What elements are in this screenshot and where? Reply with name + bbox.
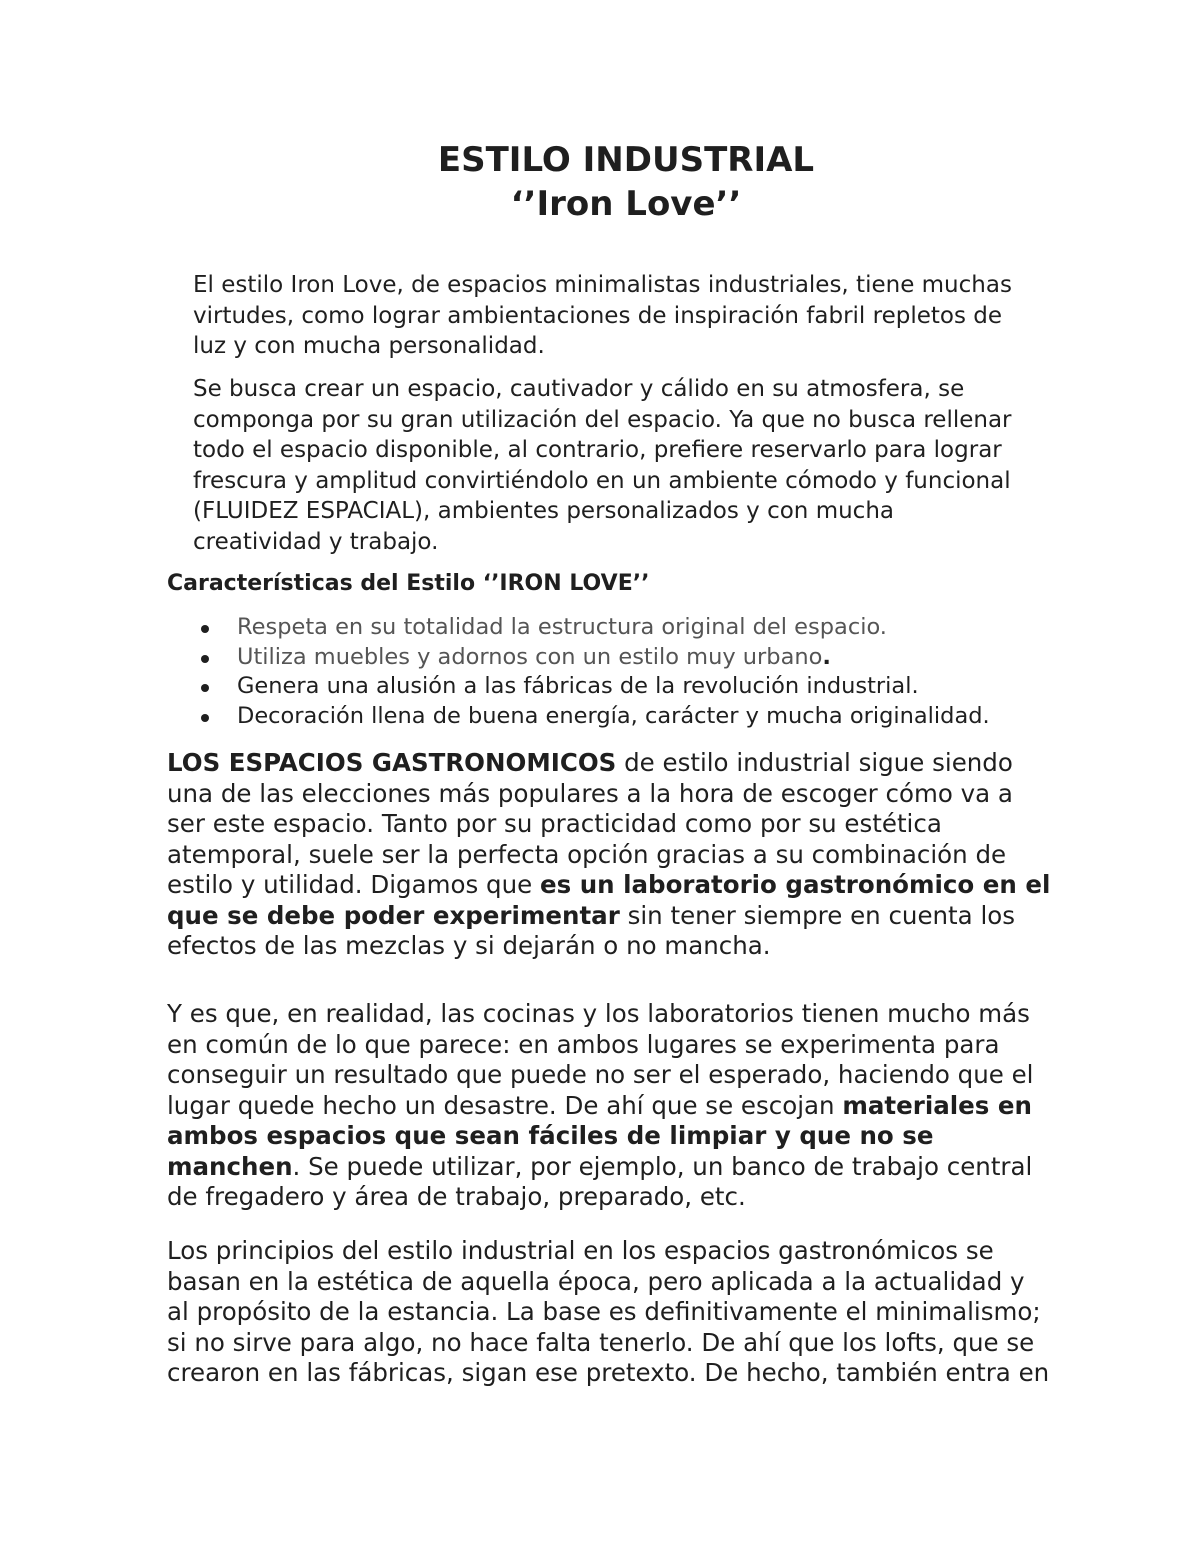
gastro-paragraph-1 [167, 748, 1107, 962]
characteristics-heading: Características del Estilo ‘’IRON LOVE’’ [167, 571, 650, 596]
text-line: efectos de las mezclas y si dejarán o no mancha. [167, 931, 771, 960]
text-line: luz y con mucha personalidad. [193, 333, 545, 359]
text-line: (FLUIDEZ ESPACIAL), ambientes personalizados y con mucha [193, 498, 894, 524]
intro-paragraph-1 [193, 270, 1053, 362]
text-line: ambos espacios que sean fáciles de limpiar y que no se [167, 1121, 934, 1150]
intro-paragraph-2 [193, 374, 1053, 557]
list-item [200, 643, 990, 673]
title-subtitle: ‘’Iron Love’’ [510, 184, 742, 224]
list-item [200, 613, 990, 643]
text-line: creatividad y trabajo. [193, 528, 439, 555]
text-line: componga por su gran utilización del espacio. Ya que no busca rellenar [193, 406, 1012, 433]
text-line: virtudes, como lograr ambientaciones de inspiración fabril repletos de [193, 302, 1003, 329]
text-span: de estilo industrial sigue siendo [616, 748, 1013, 777]
list-item [200, 702, 990, 732]
bold-phrase: manchen [167, 1151, 293, 1181]
text-line: todo el espacio disponible, al contrario, prefiere reservarlo para lograr [193, 437, 1002, 463]
bold-phrase: es un laboratorio gastronómico en el [539, 870, 1051, 899]
text-line: de fregadero y área de trabajo, preparado, etc. [167, 1182, 746, 1211]
text-line [167, 901, 1107, 932]
gastro-paragraph-2 [167, 999, 1107, 1213]
text-line: El estilo Iron Love, de espacios minimalistas industriales, tiene muchas [193, 272, 1012, 298]
list-item-period: . [822, 643, 831, 670]
title-main: ESTILO INDUSTRIAL [437, 140, 815, 180]
list-item-text: Genera una alusión a las fábricas de la revolución industrial. [237, 673, 919, 699]
document-title [0, 138, 1200, 226]
bold-phrase: que se debe poder experimentar [167, 900, 620, 930]
gastro-paragraph-3 [167, 1236, 1107, 1389]
list-item-text: Utiliza muebles y adornos con un estilo muy urbano [237, 643, 823, 670]
text-line: frescura y amplitud convirtiéndolo en un ambiente cómodo y funcional [193, 467, 1011, 494]
text-line: Los principios del estilo industrial en los espacios gastronómicos se [167, 1236, 994, 1265]
text-line: conseguir un resultado que puede no ser el esperado, haciendo que el [167, 1060, 1034, 1089]
text-line: una de las elecciones más populares a la hora de escoger cómo va a [167, 778, 1013, 808]
text-line: Se busca crear un espacio, cautivador y cálido en su atmosfera, se [193, 376, 965, 402]
list-item-text: Decoración llena de buena energía, carácter y mucha originalidad. [237, 702, 990, 729]
characteristics-list [200, 613, 990, 731]
bold-phrase: materiales en [842, 1090, 1032, 1120]
text-span: . Se puede utilizar, por ejemplo, un banco de trabajo central [292, 1151, 1033, 1181]
text-line [167, 1091, 1107, 1122]
text-span: estilo y utilidad. Digamos que [167, 870, 540, 899]
text-line: ser este espacio. Tanto por su practicidad como por su estética [167, 809, 942, 838]
text-line: Y es que, en realidad, las cocinas y los laboratorios tienen mucho más [167, 999, 1030, 1028]
text-line: en común de lo que parece: en ambos lugares se experimenta para [167, 1029, 1000, 1059]
text-line [167, 1152, 1107, 1183]
text-line: si no sirve para algo, no hace falta tenerlo. De ahí que los lofts, que se [167, 1327, 1035, 1357]
text-line [167, 748, 1107, 779]
text-span: lugar quede hecho un desastre. De ahí que se escojan [167, 1090, 843, 1120]
text-line: al propósito de la estancia. La base es definitivamente el minimalismo; [167, 1297, 1041, 1326]
bold-phrase: LOS ESPACIOS GASTRONOMICOS [167, 748, 617, 777]
text-span: sin tener siempre en cuenta los [619, 900, 1016, 930]
list-item-text: Respeta en su totalidad la estructura original del espacio. [237, 614, 887, 640]
text-line: basan en la estética de aquella época, pero aplicada a la actualidad y [167, 1266, 1025, 1296]
list-item [200, 672, 990, 702]
text-line [167, 870, 1107, 901]
text-line: atemporal, suele ser la perfecta opción gracias a su combinación de [167, 839, 1007, 869]
text-line: crearon en las fábricas, sigan ese pretexto. De hecho, también entra en [167, 1358, 1050, 1387]
